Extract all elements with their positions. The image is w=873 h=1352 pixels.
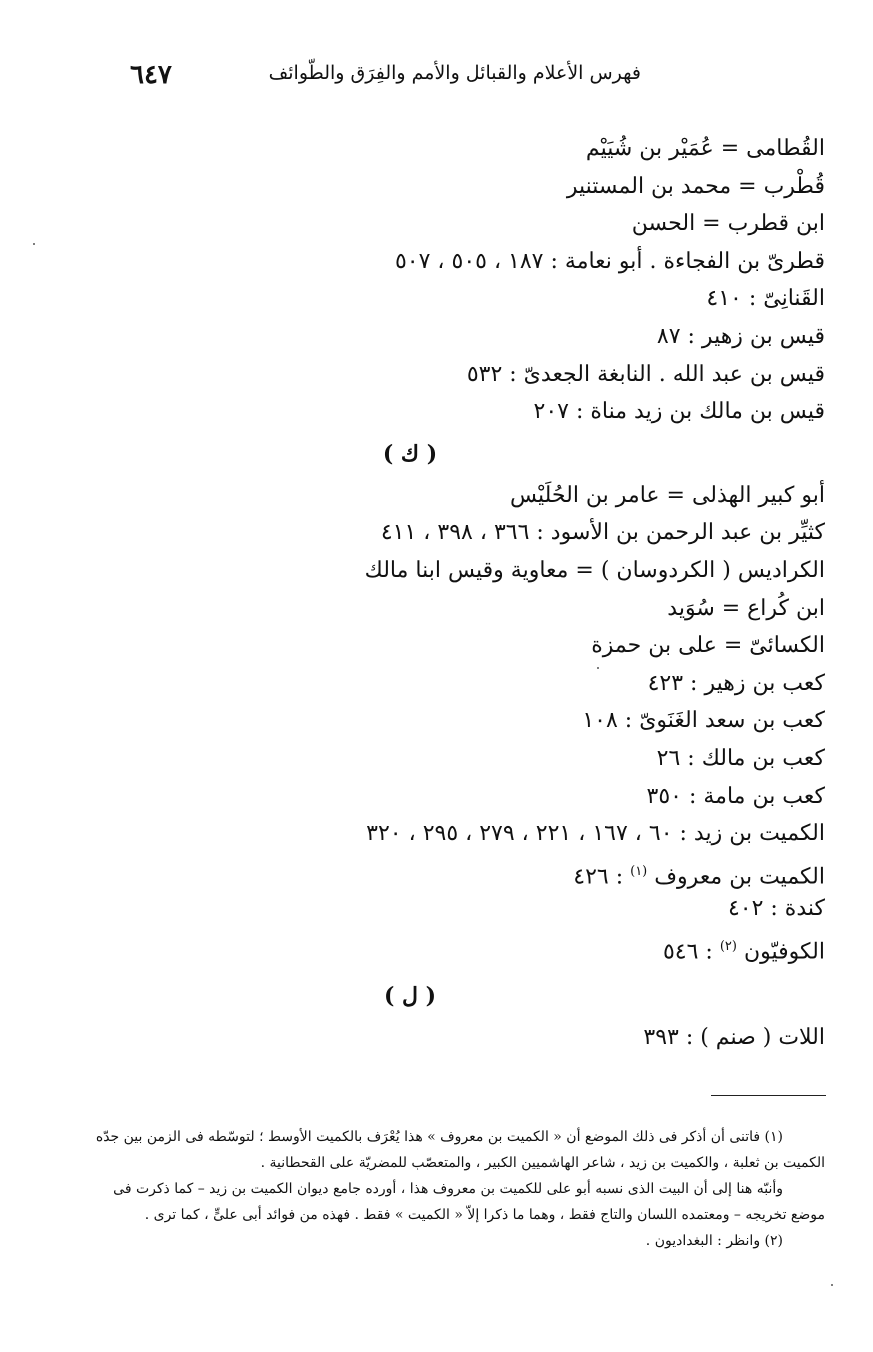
footnote-marker: (٢) (719, 938, 737, 954)
index-entry: كعب بن سعد الغَنَوىّ : ١٠٨ (582, 708, 825, 734)
scan-speck (33, 243, 35, 245)
footnote-1-line: وأنبّه هنا إلى أن البيت الذى نسبه أبو على للكميت بن معروف هذا ، أورده جامع ديوان الكميت بن زيد – كما ذكرت فى (113, 1181, 783, 1197)
index-entry (225, 928, 825, 966)
index-entry: كعب بن زهير : ٤٢٣ (647, 670, 825, 696)
footnote-2: (٢) وانظر : البغداديون . (645, 1233, 783, 1249)
index-entry: قُطْرب = محمد بن المستنير (566, 173, 825, 199)
index-entry: ابن قطرب = الحسن (631, 211, 825, 237)
entry-pages: : ٥٤٦ (662, 939, 713, 965)
index-entry (225, 853, 825, 891)
footnotes (95, 1124, 825, 1254)
index-entry: اللات ( صنم ) : ٣٩٣ (643, 1025, 825, 1051)
footnote-marker: (١) (630, 863, 648, 879)
index-entry: كعب بن مامة : ٣٥٠ (646, 783, 825, 809)
entry-name: الكميت بن معروف (654, 864, 825, 890)
index-entry: الكميت بن زيد : ٦٠ ، ١٦٧ ، ٢٢١ ، ٢٧٩ ، ٢٩٥ ، ٣٢٠ (366, 821, 825, 847)
index-entry: القُطامى = عُمَيْر بن شُيَيْم (585, 136, 825, 161)
index-entry: كعب بن مالك : ٢٦ (656, 745, 825, 771)
index-entry: الكراديس ( الكردوسان ) = معاوية وقيس ابنا مالك (364, 557, 825, 583)
index-entry: قطرىّ بن الفجاءة . أبو نعامة : ١٨٧ ، ٥٠٥ ، ٥٠٧ (394, 248, 825, 274)
footnote-1-line: (١) فاتنى أن أذكر فى ذلك الموضع أن « الكميت بن معروف » هذا يُعْرَف بالكميت الأوسط ؛ لتوسّطه فى الزمن بين جدّه (95, 1129, 783, 1145)
footnote-divider (711, 1095, 826, 1096)
section-heading-kaf: ( ك ) (382, 440, 438, 467)
scan-speck (831, 1284, 833, 1286)
index-entry: قيس بن زهير : ٨٧ (656, 323, 825, 349)
index-entry: قيس بن مالك بن زيد مناة : ٢٠٧ (533, 399, 825, 425)
entry-pages: : ٤٢٦ (573, 864, 624, 890)
index-entry: ابن كُراع = سُوَيد (667, 595, 825, 621)
index-entries (225, 130, 825, 1057)
index-entry: كندة : ٤٠٢ (727, 896, 825, 922)
index-entry: الكسائىّ = على بن حمزة (591, 633, 825, 659)
section-heading-lam: ( ل ) (383, 983, 437, 1010)
running-head: فهرس الأعلام والقبائل والأمم والفِرَق والطّوائف (268, 62, 641, 84)
index-entry: أبو كبير الهذلى = عامر بن الحُلَيْس (509, 482, 825, 508)
index-entry: كثيِّر بن عبد الرحمن بن الأسود : ٣٦٦ ، ٣٩٨ ، ٤١١ (380, 520, 825, 546)
footnote-1-line: موضع تخريجه – ومعتمده اللسان والتاج فقط ، وهما ما ذكرا إلاّ « الكميت » فقط . فهذه من فوائد أبى علىٍّ ، كما ترى . (144, 1207, 825, 1223)
page-number: ٦٤٧ (130, 60, 172, 90)
entry-name: الكوفيّون (743, 939, 825, 965)
index-entry: قيس بن عبد الله . النابغة الجعدىّ : ٥٣٢ (466, 361, 825, 387)
index-entry: القَنانِىّ : ٤١٠ (706, 286, 825, 312)
scan-speck (597, 667, 599, 669)
footnote-1-line: الكميت بن ثعلبة ، والكميت بن زيد ، شاعر الهاشميين الكبير ، والمتعصّب للمضريّة على القحطانية . (260, 1155, 825, 1171)
